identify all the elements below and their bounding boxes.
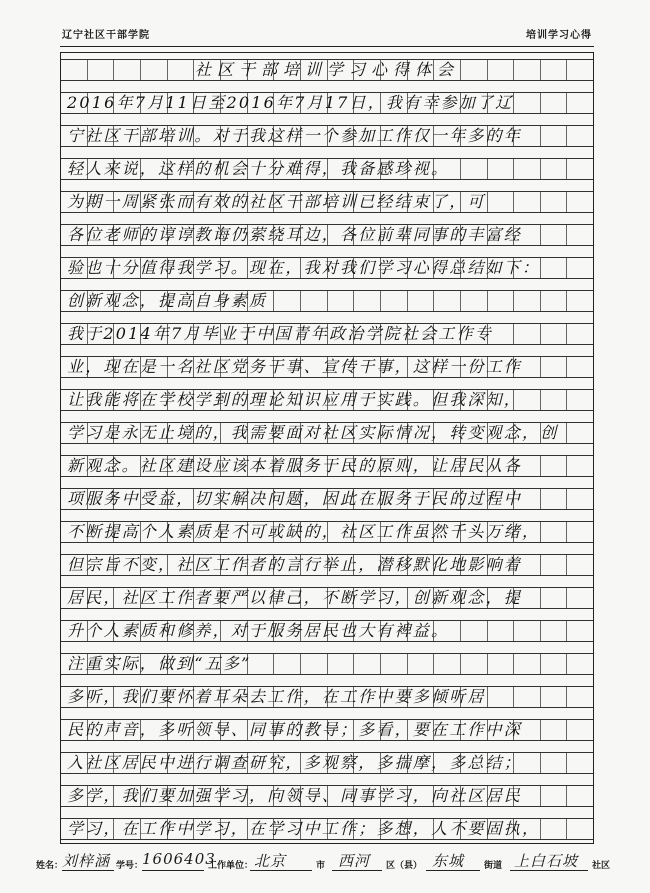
name-underline <box>62 870 114 871</box>
essay-line: 但宗旨不变，社区工作者的言行举止，潜移默化地影响着 <box>67 555 523 574</box>
essay-line: 注重实际，做到“五多” <box>67 654 252 673</box>
essay-line: 验也十分值得我学习。现在，我对我们学习心得总结如下： <box>67 258 541 277</box>
essay-line: 我于2014年7月毕业于中国青年政治学院社会工作专 <box>67 324 493 343</box>
institution-name: 辽宁社区干部学院 <box>62 30 150 41</box>
essay-line: 各位老师的谆谆教诲仍萦绕耳边，各位前辈同事的丰富经 <box>67 225 523 244</box>
essay-title: 社区干部培训学习心得体会 <box>194 60 459 79</box>
essay-line: 为期一周紧张而有效的社区干部培训已经结束了，可 <box>67 192 486 211</box>
essay-line: 升个人素质和修养，对于服务居民也大有裨益。 <box>67 621 450 640</box>
essay-line: 多听，我们要怀着耳朵去工作，在工作中要多倾听居 <box>67 687 486 706</box>
student-number-label: 学号： <box>116 861 144 871</box>
name-label: 姓名： <box>36 861 64 871</box>
essay-line: 居民，社区工作者要严以律己，不断学习，创新观念，提 <box>67 588 523 607</box>
community-underline <box>510 870 588 871</box>
province-value: 北京 <box>254 852 287 870</box>
essay-line: 不断提高个人素质是不可或缺的，社区工作虽然千头万绪， <box>67 522 541 541</box>
essay-line: 入社区居民中进行调查研究，多观察，多揣摩，多总结； <box>67 753 523 772</box>
writing-grid <box>60 52 594 844</box>
author-info-footer <box>36 850 626 874</box>
community-label: 社区 <box>592 861 611 871</box>
page-header <box>62 24 592 42</box>
province-underline <box>250 870 312 871</box>
work-unit-label: 工作单位： <box>208 861 254 871</box>
student-number-underline <box>142 870 204 871</box>
header-rule <box>60 46 594 47</box>
essay-line: 民的声音，多听领导、同事的教导；多看，要在工作中深 <box>67 720 523 739</box>
essay-line: 让我能将在学校学到的理论知识应用于实践。但我深知， <box>67 390 523 409</box>
student-number-value: 1606403 <box>142 850 216 868</box>
district-value: 西河 <box>338 852 371 870</box>
essay-line: 学习是永无止境的，我需要面对社区实际情况，转变观念，创 <box>67 423 559 442</box>
essay-line: 项服务中受益，切实解决问题，因此在服务于民的过程中 <box>67 489 523 508</box>
street-underline <box>426 870 480 871</box>
essay-line: 宁社区干部培训。对于我这样一个参加工作仅一年多的年 <box>67 126 523 145</box>
city-label: 市 <box>316 861 326 871</box>
essay-line: 学习，在工作中学习，在学习中工作；多想，人不要固执， <box>67 819 541 838</box>
name-value: 刘梓涵 <box>62 852 111 870</box>
community-value: 上白石坡 <box>514 852 579 870</box>
street-value: 东城 <box>432 852 465 870</box>
essay-line: 轻人来说，这样的机会十分难得，我备感珍视。 <box>67 159 450 178</box>
document-type: 培训学习心得 <box>526 30 592 41</box>
essay-line: 创新观念，提高自身素质 <box>67 291 268 310</box>
essay-line: 新观念。社区建设应该本着服务于民的原则，让居民从各 <box>67 456 523 475</box>
essay-line: 多学，我们要加强学习，向领导、同事学习，向社区居民 <box>67 786 523 805</box>
district-underline <box>332 870 382 871</box>
district-label: 区（县） <box>386 861 423 871</box>
essay-line: 2016年7月11日至2016年7月17日，我有幸参加了辽 <box>67 93 514 112</box>
essay-line: 业，现在是一名社区党务干事、宣传干事，这样一份工作 <box>67 357 523 376</box>
street-label: 街道 <box>484 861 503 871</box>
